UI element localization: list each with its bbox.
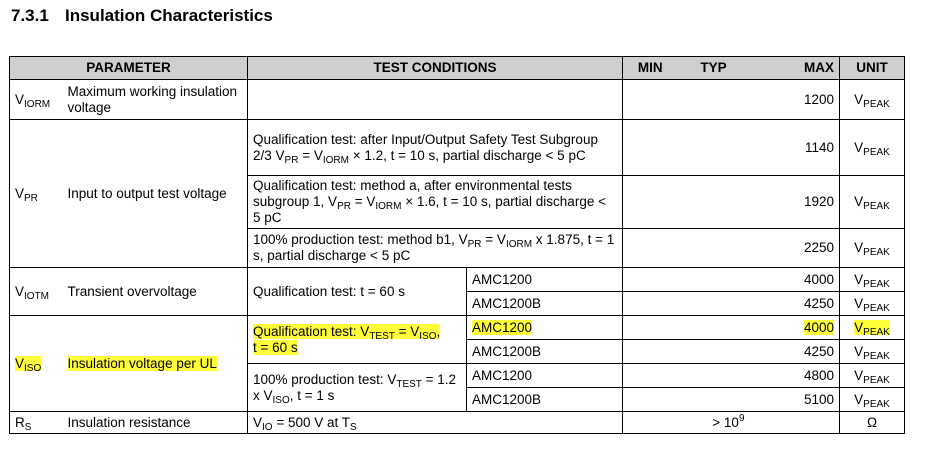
section-number: 7.3.1 [11,6,49,25]
max-vpr-2: 1920 [750,176,840,229]
max-viso-1: 4000 [750,316,840,340]
max-viso-2: 4250 [750,340,840,364]
header-max: MAX [750,57,840,80]
table-row-viso-1 [10,316,905,340]
symbol-rs: $R_S$ [10,412,66,434]
unit-viorm: $V_{PEAK}$ [840,80,905,120]
max-viotm-1: 4000 [750,268,840,292]
table-row-viorm [10,80,905,120]
min-cell [623,80,678,120]
conditions-viso-production: 100% production test: $V_{TEST} = 1.2$ x $V_{ISO}$, t = 1 s [248,364,467,412]
max-viso-4: 5100 [750,388,840,412]
symbol-viso: $V_{ISO}$ [10,316,66,412]
device-viso-4: AMC1200B [467,388,623,412]
device-viso-2: AMC1200B [467,340,623,364]
symbol-vpr: $V_{PR}$ [10,120,66,268]
conditions-vpr-2: Qualification test: method a, after environmental tests subgroup 1, $V_{PR} = V_{IORM} \times 1.6$, t = 10 s, partial discharge < 5 pC [248,176,623,229]
device-viso-3: AMC1200 [467,364,623,388]
device-viotm-2: AMC1200B [467,292,623,316]
description-viotm: Transient overvoltage [66,268,248,316]
header-unit: UNIT [840,57,905,80]
max-viso-3: 4800 [750,364,840,388]
description-viso: Insulation voltage per UL [66,316,248,412]
header-row [10,57,905,80]
unit-vpr-2: $V_{PEAK}$ [840,176,905,229]
unit-vpr-1: $V_{PEAK}$ [840,120,905,176]
device-viso-1: AMC1200 [467,316,623,340]
unit-viso-2: $V_{PEAK}$ [840,340,905,364]
section-heading [11,6,273,26]
header-test-conditions: TEST CONDITIONS [248,57,623,80]
header-min: MIN [623,57,678,80]
conditions-viso-qualification: Qualification test: $V_{TEST} = V_{ISO}$, t = 60 s [248,316,467,364]
max-vpr-1: 1140 [750,120,840,176]
section-title: Insulation Characteristics [65,6,273,25]
table-row-rs [10,412,905,434]
conditions-vpr-1: Qualification test: after Input/Output Safety Test Subgroup 2/3 $V_{PR} = V_{IORM} \times 1.2$, t = 10 s, partial discharge < 5 pC [248,120,623,176]
description-viorm: Maximum working insulation voltage [66,80,248,120]
insulation-characteristics-table [9,56,905,434]
unit-rs: Ω [840,412,905,434]
max-viotm-2: 4250 [750,292,840,316]
description-vpr: Input to output test voltage [66,120,248,268]
table-row-viotm-1 [10,268,905,292]
conditions-vpr-3: 100% production test: method b1, $V_{PR} = V_{IORM}$ x 1.875, t = 1 s, partial discharge < 5 pC [248,229,623,268]
unit-viotm-1: $V_{PEAK}$ [840,268,905,292]
conditions-viotm: Qualification test: t = 60 s [248,268,467,316]
unit-viso-1: $V_{PEAK}$ [840,316,905,340]
typ-rs: > $10^9$ [678,412,750,434]
unit-viotm-2: $V_{PEAK}$ [840,292,905,316]
description-rs: Insulation resistance [66,412,248,434]
symbol-viotm: $V_{IOTM}$ [10,268,66,316]
max-viorm: 1200 [750,80,840,120]
typ-cell [678,80,750,120]
table-row-vpr-1 [10,120,905,176]
header-typ: TYP [678,57,750,80]
symbol-viorm: $V_{IORM}$ [10,80,66,120]
max-vpr-3: 2250 [750,229,840,268]
header-parameter: PARAMETER [10,57,248,80]
device-viotm-1: AMC1200 [467,268,623,292]
unit-viso-4: $V_{PEAK}$ [840,388,905,412]
unit-vpr-3: $V_{PEAK}$ [840,229,905,268]
conditions-viorm [248,80,623,120]
unit-viso-3: $V_{PEAK}$ [840,364,905,388]
conditions-rs: $V_{IO} = 500$ V at $T_S$ [248,412,623,434]
